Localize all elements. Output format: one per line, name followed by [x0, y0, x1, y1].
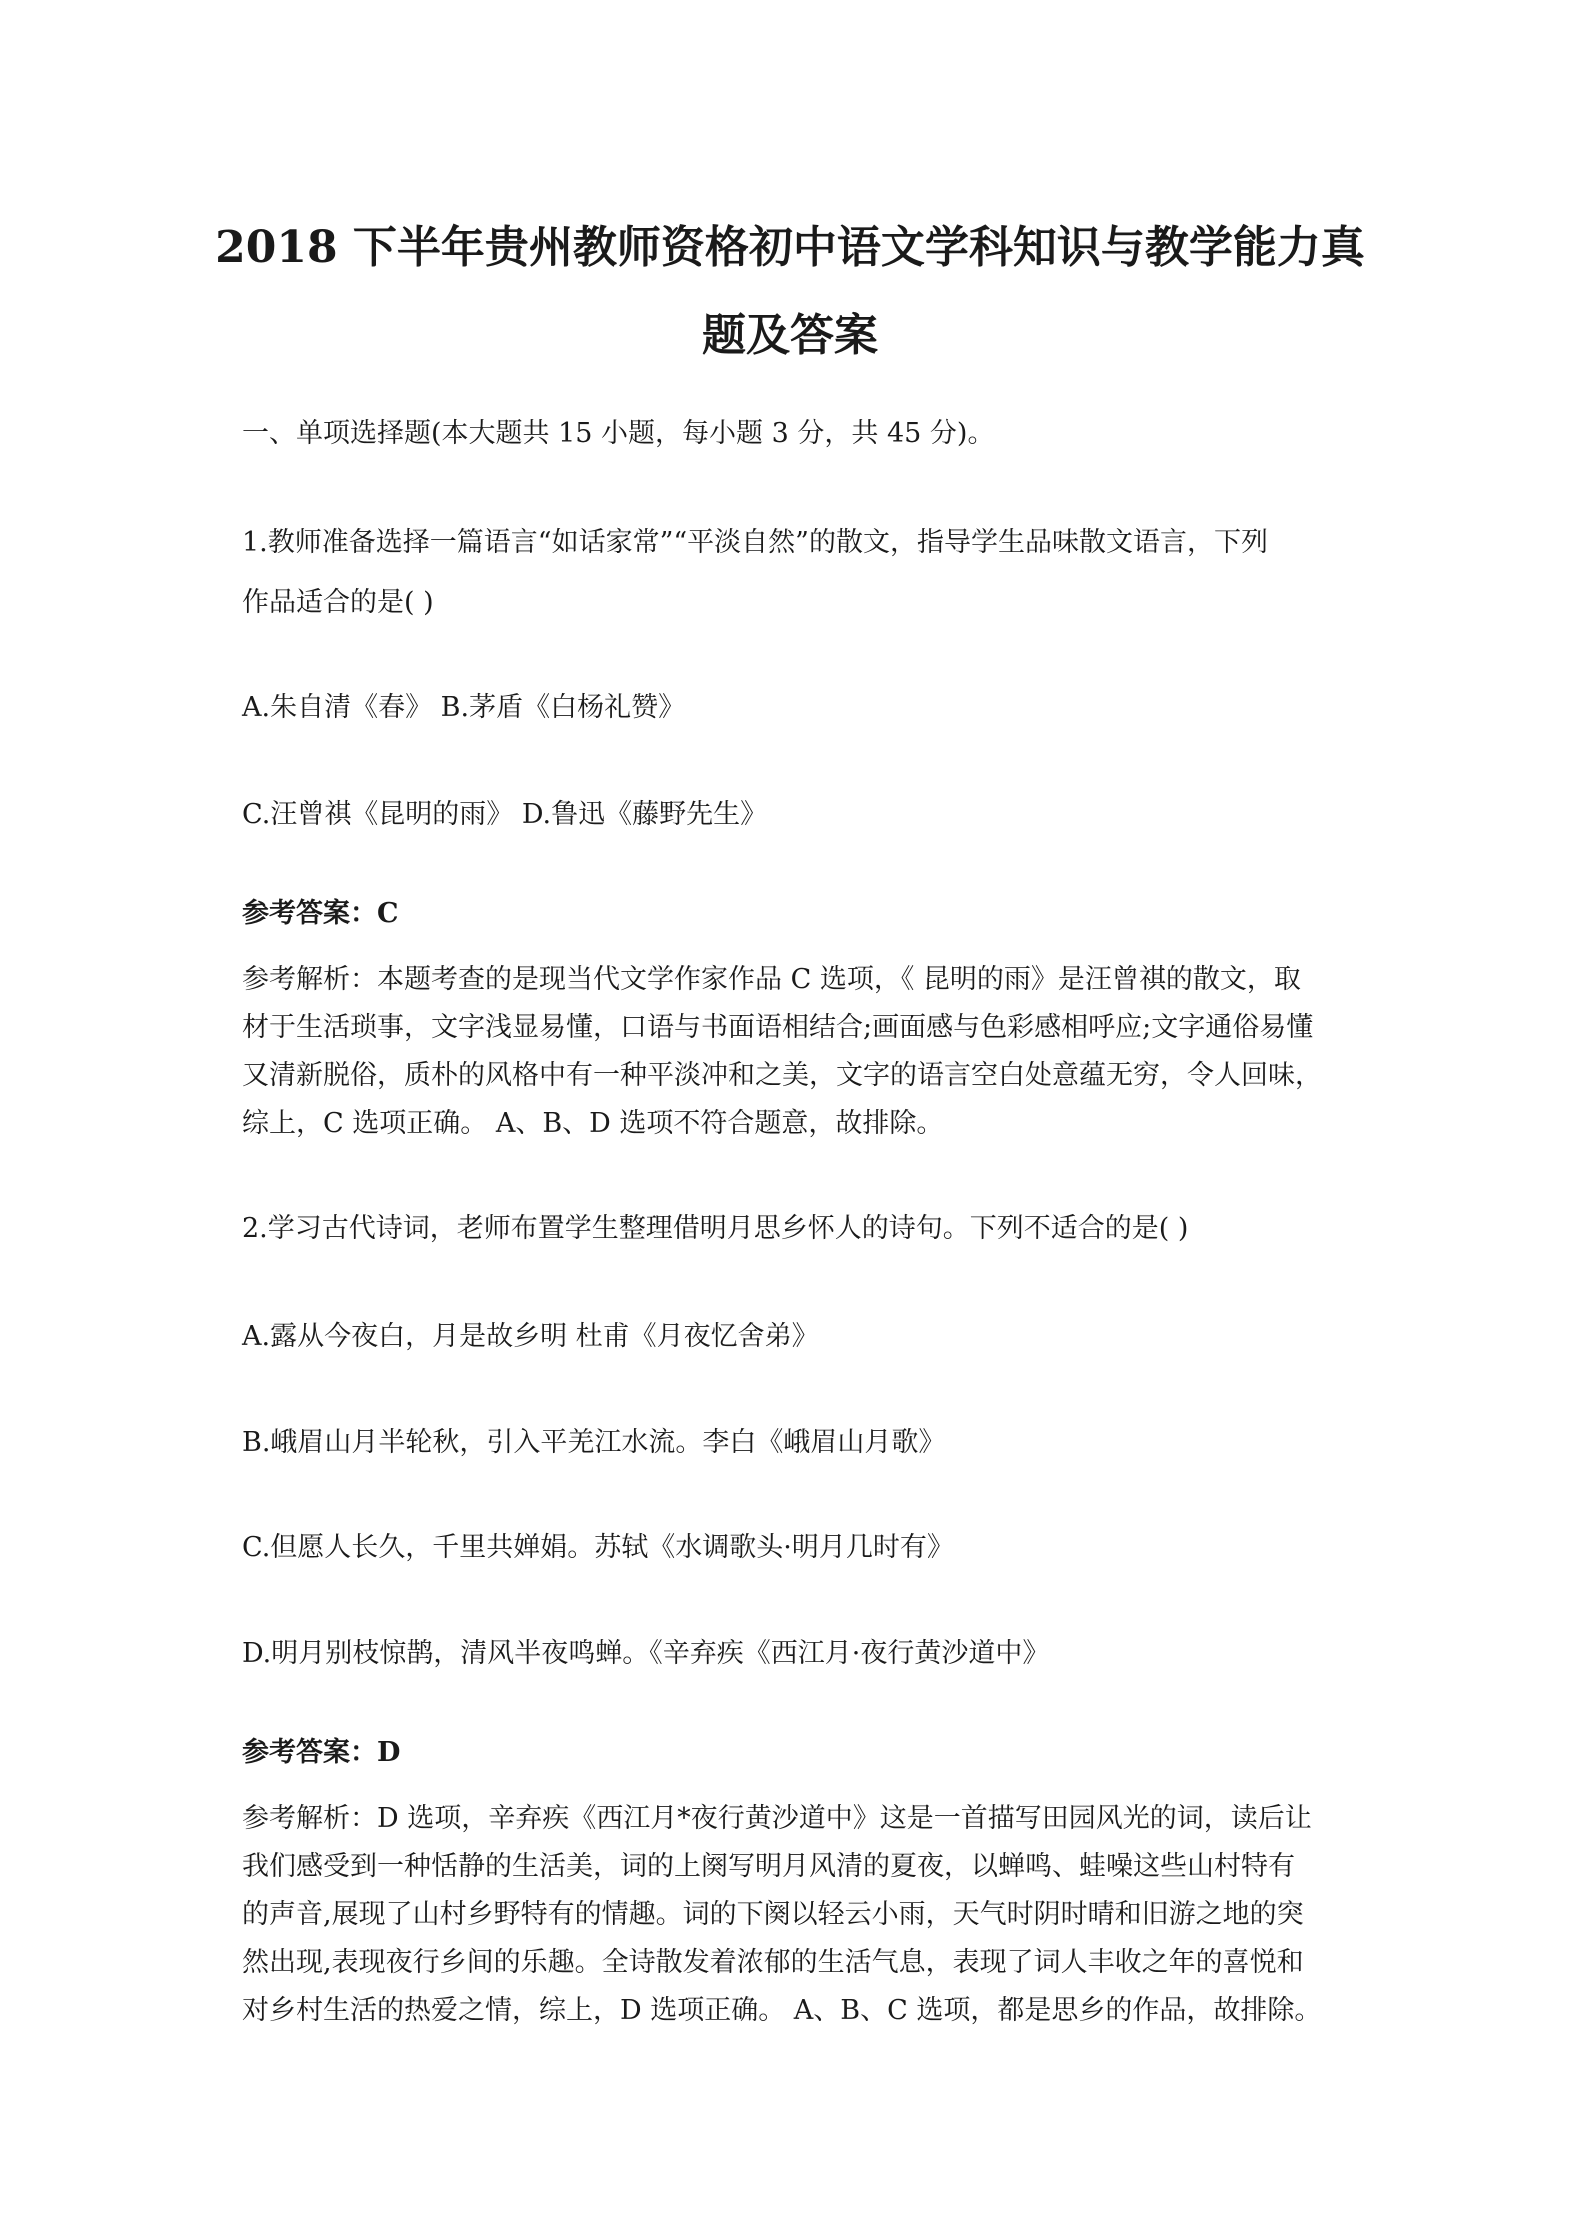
- q1-analysis-line: 参考解析：本题考查的是现当代文学作家作品 C 选项，《 昆明的雨》是汪曾祺的散文，取: [242, 964, 1301, 995]
- q1-analysis-line: 综上，C 选项正确。 A、B、D 选项不符合题意，故排除。: [242, 1108, 944, 1139]
- q2-answer: 参考答案：D: [242, 1737, 401, 1768]
- q1-analysis-line: 材于生活琐事，文字浅显易懂，口语与书面语相结合;画面感与色彩感相呼应;文字通俗易懂: [242, 1012, 1314, 1043]
- section-heading: 一、单项选择题(本大题共 15 小题，每小题 3 分，共 45 分)。: [242, 418, 995, 449]
- q2-option-a: A.露从今夜白，月是故乡明 杜甫《月夜忆舍弟》: [242, 1321, 819, 1352]
- q2-analysis: [242, 1795, 1342, 2035]
- q2-analysis-line: 对乡村生活的热爱之情，综上，D 选项正确。 A、B、C 选项，都是思乡的作品，故排除。: [242, 1995, 1322, 2026]
- q1-options-cd: C.汪曾祺《昆明的雨》 D.鲁迅《藤野先生》: [242, 799, 768, 830]
- document-title-line-2: 题及答案: [702, 310, 878, 361]
- q2-analysis-line: 参考解析：D 选项，辛弃疾《西江月*夜行黄沙道中》这是一首描写田园风光的词，读后让: [242, 1803, 1312, 1834]
- q1-stem-line-1: 1.教师准备选择一篇语言“如话家常”“平淡自然”的散文，指导学生品味散文语言，下列: [242, 527, 1268, 558]
- q2-stem: 2.学习古代诗词，老师布置学生整理借明月思乡怀人的诗句。下列不适合的是( ): [242, 1213, 1189, 1244]
- q2-option-c: C.但愿人长久，千里共婵娟。苏轼《水调歌头·明月几时有》: [242, 1532, 954, 1563]
- q2-option-b: B.峨眉山月半轮秋，引入平羌江水流。李白《峨眉山月歌》: [242, 1427, 946, 1458]
- q1-analysis: [242, 956, 1342, 1148]
- q1-options-ab: A.朱自清《春》 B.茅盾《白杨礼赞》: [242, 692, 686, 723]
- q2-analysis-line: 我们感受到一种恬静的生活美，词的上阕写明月风清的夏夜，以蝉鸣、蛙噪这些山村特有: [242, 1851, 1295, 1882]
- q1-analysis-line: 又清新脱俗，质朴的风格中有一种平淡冲和之美，文字的语言空白处意蕴无穷，令人回味，: [242, 1060, 1322, 1091]
- q2-option-d: D.明月别枝惊鹊，清风半夜鸣蝉。《辛弃疾《西江月·夜行黄沙道中》: [242, 1638, 1050, 1669]
- q1-stem-line-2: 作品适合的是( ): [242, 587, 434, 618]
- q1-answer: 参考答案：C: [242, 898, 399, 929]
- q2-analysis-line: 然出现,表现夜行乡间的乐趣。全诗散发着浓郁的生活气息，表现了词人丰收之年的喜悦和: [242, 1947, 1304, 1978]
- q2-analysis-line: 的声音,展现了山村乡野特有的情趣。词的下阕以轻云小雨，天气时阴时晴和旧游之地的突: [242, 1899, 1304, 1930]
- document-title-line-1: 2018 下半年贵州教师资格初中语文学科知识与教学能力真: [215, 222, 1365, 273]
